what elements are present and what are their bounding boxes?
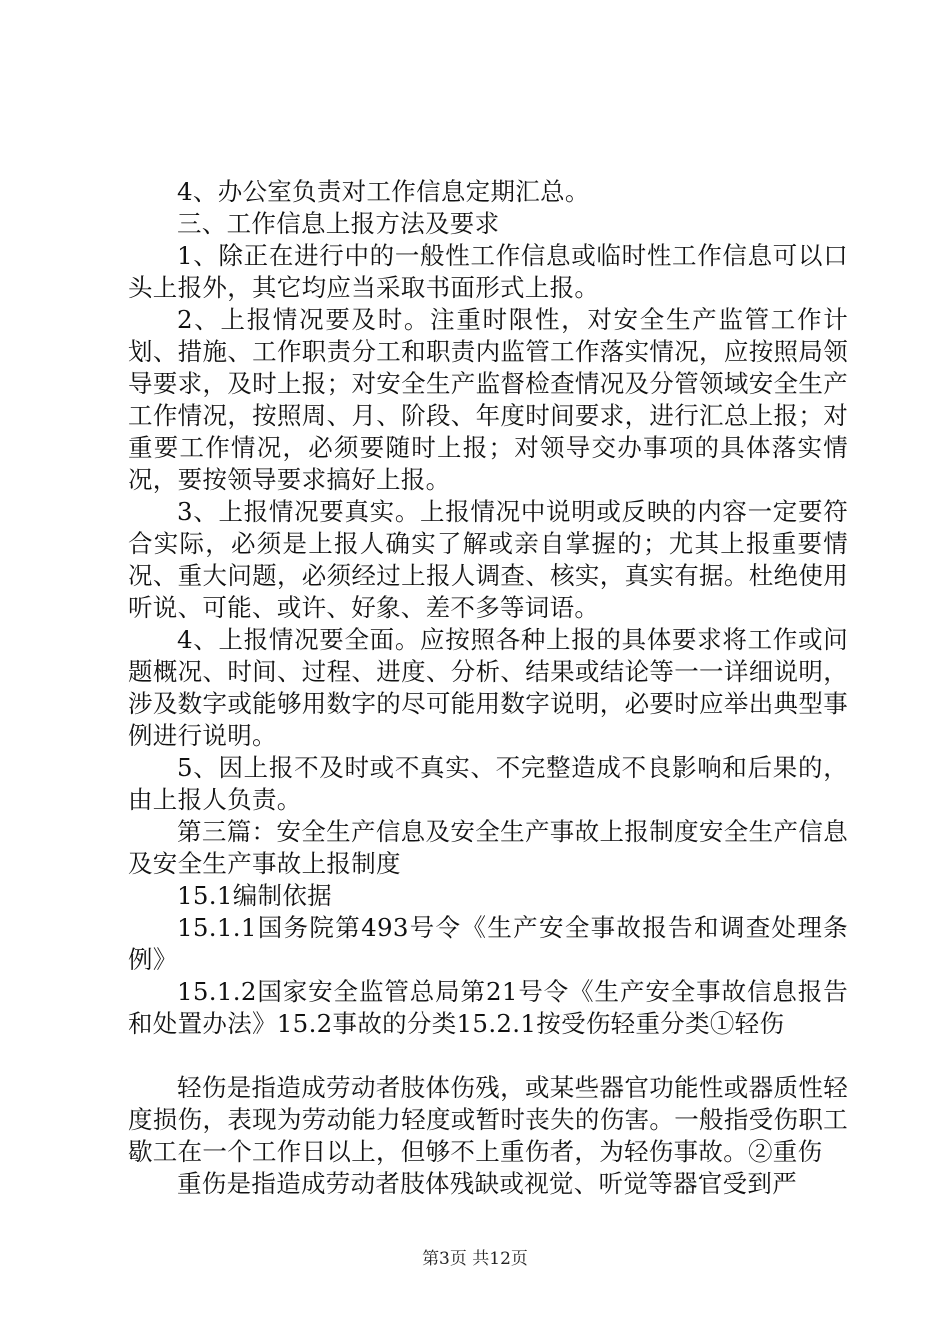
paragraph: 1、除正在进行中的一般性工作信息或临时性工作信息可以口头上报外，其它均应当采取书面形式上报。: [128, 241, 848, 302]
section-heading: 三、工作信息上报方法及要求: [177, 209, 500, 238]
chapter-heading: 第三篇：安全生产信息及安全生产事故上报制度安全生产信息及安全生产事故上报制度: [128, 817, 848, 878]
paragraph: 15.1.2国家安全监管总局第21号令《生产安全事故信息报告和处置办法》15.2事故的分类15.2.1按受伤轻重分类①轻伤: [128, 977, 848, 1038]
paragraph: 重伤是指造成劳动者肢体残缺或视觉、听觉等器官受到严: [177, 1169, 797, 1198]
paragraph: 4、上报情况要全面。应按照各种上报的具体要求将工作或问题概况、时间、过程、进度、分析、结果或结论等一一详细说明，涉及数字或能够用数字的尽可能用数字说明，必要时应举出典型事例进行说明。: [128, 625, 848, 750]
paragraph: 3、上报情况要真实。上报情况中说明或反映的内容一定要符合实际，必须是上报人确实了解或亲自掌握的；尤其上报重要情况、重大问题，必须经过上报人调查、核实，真实有据。杜绝使用听说、可能、或许、好象、差不多等词语。: [128, 497, 848, 622]
paragraph: 2、上报情况要及时。注重时限性，对安全生产监管工作计划、措施、工作职责分工和职责内监管工作落实情况，应按照局领导要求，及时上报；对安全生产监督检查情况及分管领域安全生产工作情况，按照周、月、阶段、年度时间要求，进行汇总上报；对重要工作情况，必须要随时上报；对领导交办事项的具体落实情况，要按领导要求搞好上报。: [128, 305, 848, 494]
document-body: [128, 176, 848, 1200]
page-footer: 第3页 共12页: [422, 1249, 528, 1269]
paragraph: 15.1.1国务院第493号令《生产安全事故报告和调查处理条例》: [128, 913, 848, 974]
paragraph: 4、办公室负责对工作信息定期汇总。: [177, 177, 590, 206]
subsection-heading: 15.1编制依据: [177, 881, 332, 910]
paragraph: 5、因上报不及时或不真实、不完整造成不良影响和后果的，由上报人负责。: [128, 753, 848, 814]
paragraph: 轻伤是指造成劳动者肢体伤残，或某些器官功能性或器质性轻度损伤，表现为劳动能力轻度或暂时丧失的伤害。一般指受伤职工歇工在一个工作日以上，但够不上重伤者，为轻伤事故。②重伤: [128, 1073, 848, 1166]
